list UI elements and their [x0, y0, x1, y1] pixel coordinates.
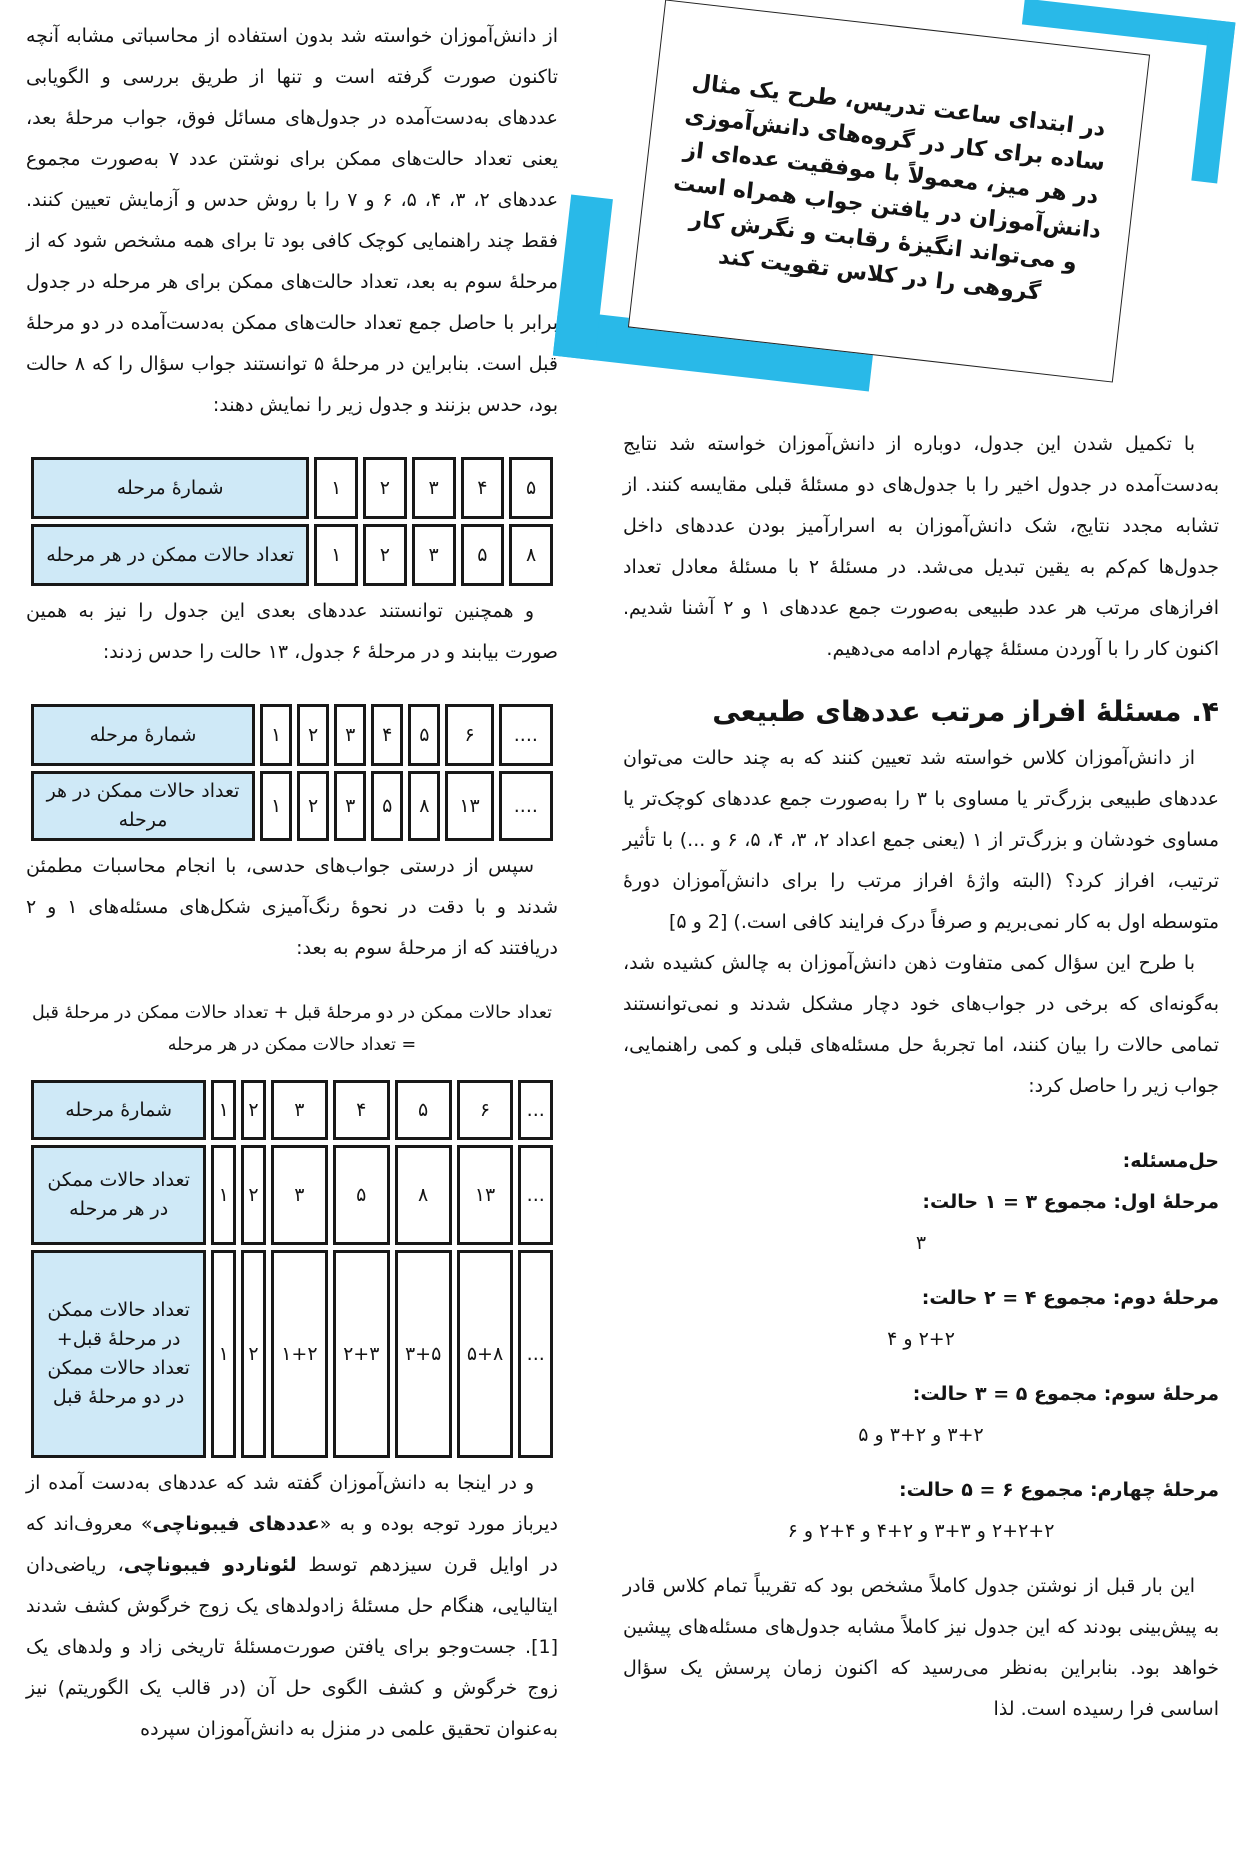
- table-value-cell: ۵: [333, 1145, 390, 1245]
- table-row: [31, 771, 553, 841]
- stages-table-3-body: [31, 1080, 553, 1458]
- table-value-cell: ۴: [461, 457, 505, 519]
- table-label-cell: شمارهٔ مرحله: [31, 457, 309, 519]
- table-value-cell: ۳: [412, 524, 456, 586]
- table-label-cell: تعداد حالات ممکن در مرحلهٔ قبل+ تعداد حالات ممکن در دو مرحلهٔ قبل: [31, 1250, 206, 1458]
- paragraph: این بار قبل از نوشتن جدول کاملاً مشخص بود که تقریباً تمام کلاس قادر به پیش‌بینی بودند که این جدول نیز کاملاً مشابه جدول‌های مسئله‌های پیشین خواهد بود. بنابراین به‌نظر می‌رسید که اکنون زمان پرسش یک سؤال اساسی فرا رسیده است. لذا: [623, 1575, 1219, 1720]
- table-row: [31, 524, 553, 586]
- table-value-cell: ۴: [371, 704, 403, 766]
- table-value-cell: ۵: [395, 1080, 452, 1140]
- table-value-cell: ۱: [260, 771, 292, 841]
- table-value-cell: ۲: [241, 1080, 266, 1140]
- table-value-cell: ۲: [363, 457, 407, 519]
- left-column: [26, 16, 558, 1750]
- table-label-cell: تعداد حالات ممکن در هر مرحله: [31, 771, 255, 841]
- paragraph: با طرح این سؤال کمی متفاوت ذهن دانش‌آموزان به چالش کشیده شد، به‌گونه‌ای که برخی در جواب‌های خود دچار مشکل شدند و نمی‌توانستند تمامی حالات را بیان کنند، اما تجربهٔ حل مسئله‌های قبلی و کمی راهنمایی، جواب زیر را حاصل کرد:: [623, 952, 1219, 1097]
- table-label-cell: تعداد حالات ممکن در هر مرحله: [31, 1145, 206, 1245]
- table-value-cell: ۵: [371, 771, 403, 841]
- stage-1-values: ۳: [915, 1232, 927, 1254]
- table-row: [31, 1080, 553, 1140]
- section-heading: ۴. مسئلهٔ افراز مرتب عددهای طبیعی: [712, 695, 1219, 728]
- bold-term: عددهای فیبوناچی: [152, 1513, 320, 1535]
- solution-title: حل‌مسئله:: [1122, 1150, 1219, 1172]
- table-value-cell: ۲: [297, 771, 329, 841]
- bold-term: لئوناردو فیبوناچی: [123, 1554, 297, 1576]
- table-value-cell: ....: [499, 771, 553, 841]
- table-row: [31, 457, 553, 519]
- table-value-cell: ۱: [211, 1145, 236, 1245]
- table-value-cell: ۱+۲: [271, 1250, 328, 1458]
- table-value-cell: ۲+۳: [333, 1250, 390, 1458]
- table-value-cell: ۸: [509, 524, 553, 586]
- stages-table-1-body: [31, 457, 553, 586]
- table-row: [31, 704, 553, 766]
- table-value-cell: ۳: [412, 457, 456, 519]
- table-value-cell: ....: [499, 704, 553, 766]
- table-value-cell: ۶: [445, 704, 493, 766]
- table-label-cell: شمارهٔ مرحله: [31, 1080, 206, 1140]
- table-row: [31, 1145, 553, 1245]
- table-value-cell: ۳+۵: [395, 1250, 452, 1458]
- table-value-cell: ۵+۸: [457, 1250, 514, 1458]
- pull-quote-box: [628, 0, 1150, 383]
- table-value-cell: ۲: [297, 704, 329, 766]
- table-value-cell: ۱۳: [457, 1145, 514, 1245]
- table-value-cell: ...: [518, 1145, 553, 1245]
- table-row: [31, 1250, 553, 1458]
- table-value-cell: ۳: [271, 1080, 328, 1140]
- table-value-cell: ۵: [408, 704, 440, 766]
- table-value-cell: ۱: [314, 457, 358, 519]
- stage-3-values: ۳+۲ و ۲+۳ و ۵: [858, 1424, 984, 1446]
- table-value-cell: ...: [518, 1080, 553, 1140]
- stage-3-header: مرحلهٔ سوم: مجموع ۵ = ۳ حالت:: [912, 1383, 1219, 1405]
- table-value-cell: ۳: [334, 704, 366, 766]
- paragraph: سپس از درستی جواب‌های حدسی، با انجام محاسبات مطمئن شدند و با دقت در نحوهٔ رنگ‌آمیزی شکل‌های مسئله‌های ۱ و ۲ دریافتند که از مرحلهٔ سوم به بعد:: [26, 855, 559, 959]
- table-value-cell: ۲: [241, 1145, 266, 1245]
- table-value-cell: ۸: [408, 771, 440, 841]
- table-value-cell: ۸: [395, 1145, 452, 1245]
- pull-quote-text: در ابتدای ساعت تدریس، طرح یک مثال ساده برای کار در گروه‌های دانش‌آموزی در هر میز، معمولاً با موفقیت عده‌ای از دانش‌آموزان در یافتن جواب همراه است و می‌تواند انگیزهٔ رقابت و نگرش کار گروهی را در کلاس تقویت کند: [672, 70, 1107, 306]
- fibonacci-paragraph: [26, 1463, 558, 1750]
- stages-table-2: [26, 699, 558, 846]
- table-value-cell: ۱: [260, 704, 292, 766]
- table-label-cell: تعداد حالات ممکن در هر مرحله: [31, 524, 309, 586]
- text-segment: » معروف‌اند که در اوایل قرن سیزدهم توسط: [26, 1513, 558, 1576]
- pull-quote: [623, 0, 1219, 424]
- stages-table-2-body: [31, 704, 553, 841]
- paragraph: با تکمیل شدن این جدول، دوباره از دانش‌آموزان خواسته شد نتایج به‌دست‌آمده در جدول اخیر را با جدول‌های دو مسئلهٔ قبلی مقایسه کنند. از تشابه مجدد نتایج، شک دانش‌آموزان به اسرارآمیز بودن عددهای داخل جدول‌ها کم‌کم به یقین تبدیل می‌شد. در مسئلهٔ ۲ با مسئلهٔ معادل تعداد افرازهای مرتب هر عدد طبیعی به‌صورت جمع عددهای ۱ و ۲ آشنا شدیم. اکنون کار را با آوردن مسئلهٔ چهارم ادامه می‌دهیم.: [623, 433, 1220, 660]
- stages-table-3: [26, 1075, 558, 1463]
- paragraph: از دانش‌آموزان خواسته شد بدون استفاده از محاسباتی مشابه آنچه تاکنون صورت گرفته است و تنها از طریق بررسی و الگویابی عددهای به‌دست‌آمده در جدول‌های مسائل فوق، جواب مرحلهٔ بعد، یعنی تعداد حالت‌های ممکن برای نوشتن عدد ۷ به‌صورت مجموع عددهای ۲، ۳، ۴، ۵، ۶ و ۷ را با روش حدس و آزمایش تعیین کنند. فقط چند راهنمایی کوچک کافی بود تا برای همه مشخص شود که از مرحلهٔ سوم به بعد، تعداد حالت‌های ممکن برای هر مرحله در جدول برابر با حاصل جمع تعداد حالت‌های ممکن به‌دست‌آمده در دو مرحلهٔ قبل است. بنابراین در مرحلهٔ ۵ توانستند جواب سؤال را که ۸ حالت بود، حدس بزنند و جدول زیر را نمایش دهند:: [26, 25, 559, 416]
- table-value-cell: ۴: [333, 1080, 390, 1140]
- table-value-cell: ۳: [271, 1145, 328, 1245]
- table-value-cell: ۱: [314, 524, 358, 586]
- table-value-cell: ۲: [363, 524, 407, 586]
- table-value-cell: ۲: [241, 1250, 266, 1458]
- stage-4-header: مرحلهٔ چهارم: مجموع ۶ = ۵ حالت:: [899, 1479, 1219, 1501]
- table-value-cell: ۱: [211, 1080, 236, 1140]
- table-value-cell: ۱۳: [445, 771, 493, 841]
- text-segment: و در اینجا به دانش‌آموزان گفته شد که عددهای به‌دست آمده از دیرباز مورد توجه بوده و به «: [26, 1472, 558, 1535]
- paragraph: و همچنین توانستند عددهای بعدی این جدول را نیز به همین صورت بیابند و در مرحلهٔ ۶ جدول، ۱۳ حالت را حدس زدند:: [26, 600, 558, 663]
- right-column: [623, 0, 1219, 1730]
- stage-1-header: مرحلهٔ اول: مجموع ۳ = ۱ حالت:: [922, 1191, 1219, 1213]
- table-value-cell: ۳: [334, 771, 366, 841]
- stage-2-values: ۲+۲ و ۴: [887, 1328, 955, 1350]
- table-label-cell: شمارهٔ مرحله: [31, 704, 255, 766]
- table-value-cell: ۱: [211, 1250, 236, 1458]
- text-segment: ، ریاضی‌دان ایتالیایی، هنگام حل مسئلهٔ زادولدهای یک زوج خرگوش کشف شدند [1]. جست‌وجو برای یافتن صورت‌مسئلهٔ تاریخی زاد و ولدهای یک زوج خرگوش و کشف الگوی حل آن (در قالب یک الگوریتم) نیز به‌عنوان تحقیق علمی در منزل به دانش‌آموزان سپرده: [26, 1554, 558, 1740]
- paragraph: از دانش‌آموزان کلاس خواسته شد تعیین کنند که به چند حالت می‌توان عددهای طبیعی بزرگ‌تر یا مساوی با ۳ را به‌صورت جمع عددهای کوچک‌تر یا مساوی خودشان و بزرگ‌تر از ۱ (یعنی جمع اعداد ۲، ۳، ۴، ۵، ۶ و ...) با تأثیر ترتیب، افراز کرد؟ (البته واژهٔ افراز مرتب را برای دانش‌آموزان دورهٔ متوسطه اول به کار نمی‌بریم و صرفاً درک فرایند کافی است.) [2 و ۵]: [623, 747, 1219, 933]
- stage-2-header: مرحلهٔ دوم: مجموع ۴ = ۲ حالت:: [921, 1287, 1219, 1309]
- recurrence-formula: تعداد حالات ممکن در دو مرحلهٔ قبل + تعداد حالات ممکن در مرحلهٔ قبل = تعداد حالات ممکن در هر مرحله: [31, 1003, 553, 1055]
- table-value-cell: ...: [518, 1250, 553, 1458]
- table-value-cell: ۵: [509, 457, 553, 519]
- table-value-cell: ۵: [461, 524, 505, 586]
- stage-4-values: ۲+۲+۲ و ۳+۳ و ۲+۴ و ۴+۲ و ۶: [787, 1520, 1055, 1542]
- table-value-cell: ۶: [457, 1080, 514, 1140]
- stages-table-1: [26, 452, 558, 591]
